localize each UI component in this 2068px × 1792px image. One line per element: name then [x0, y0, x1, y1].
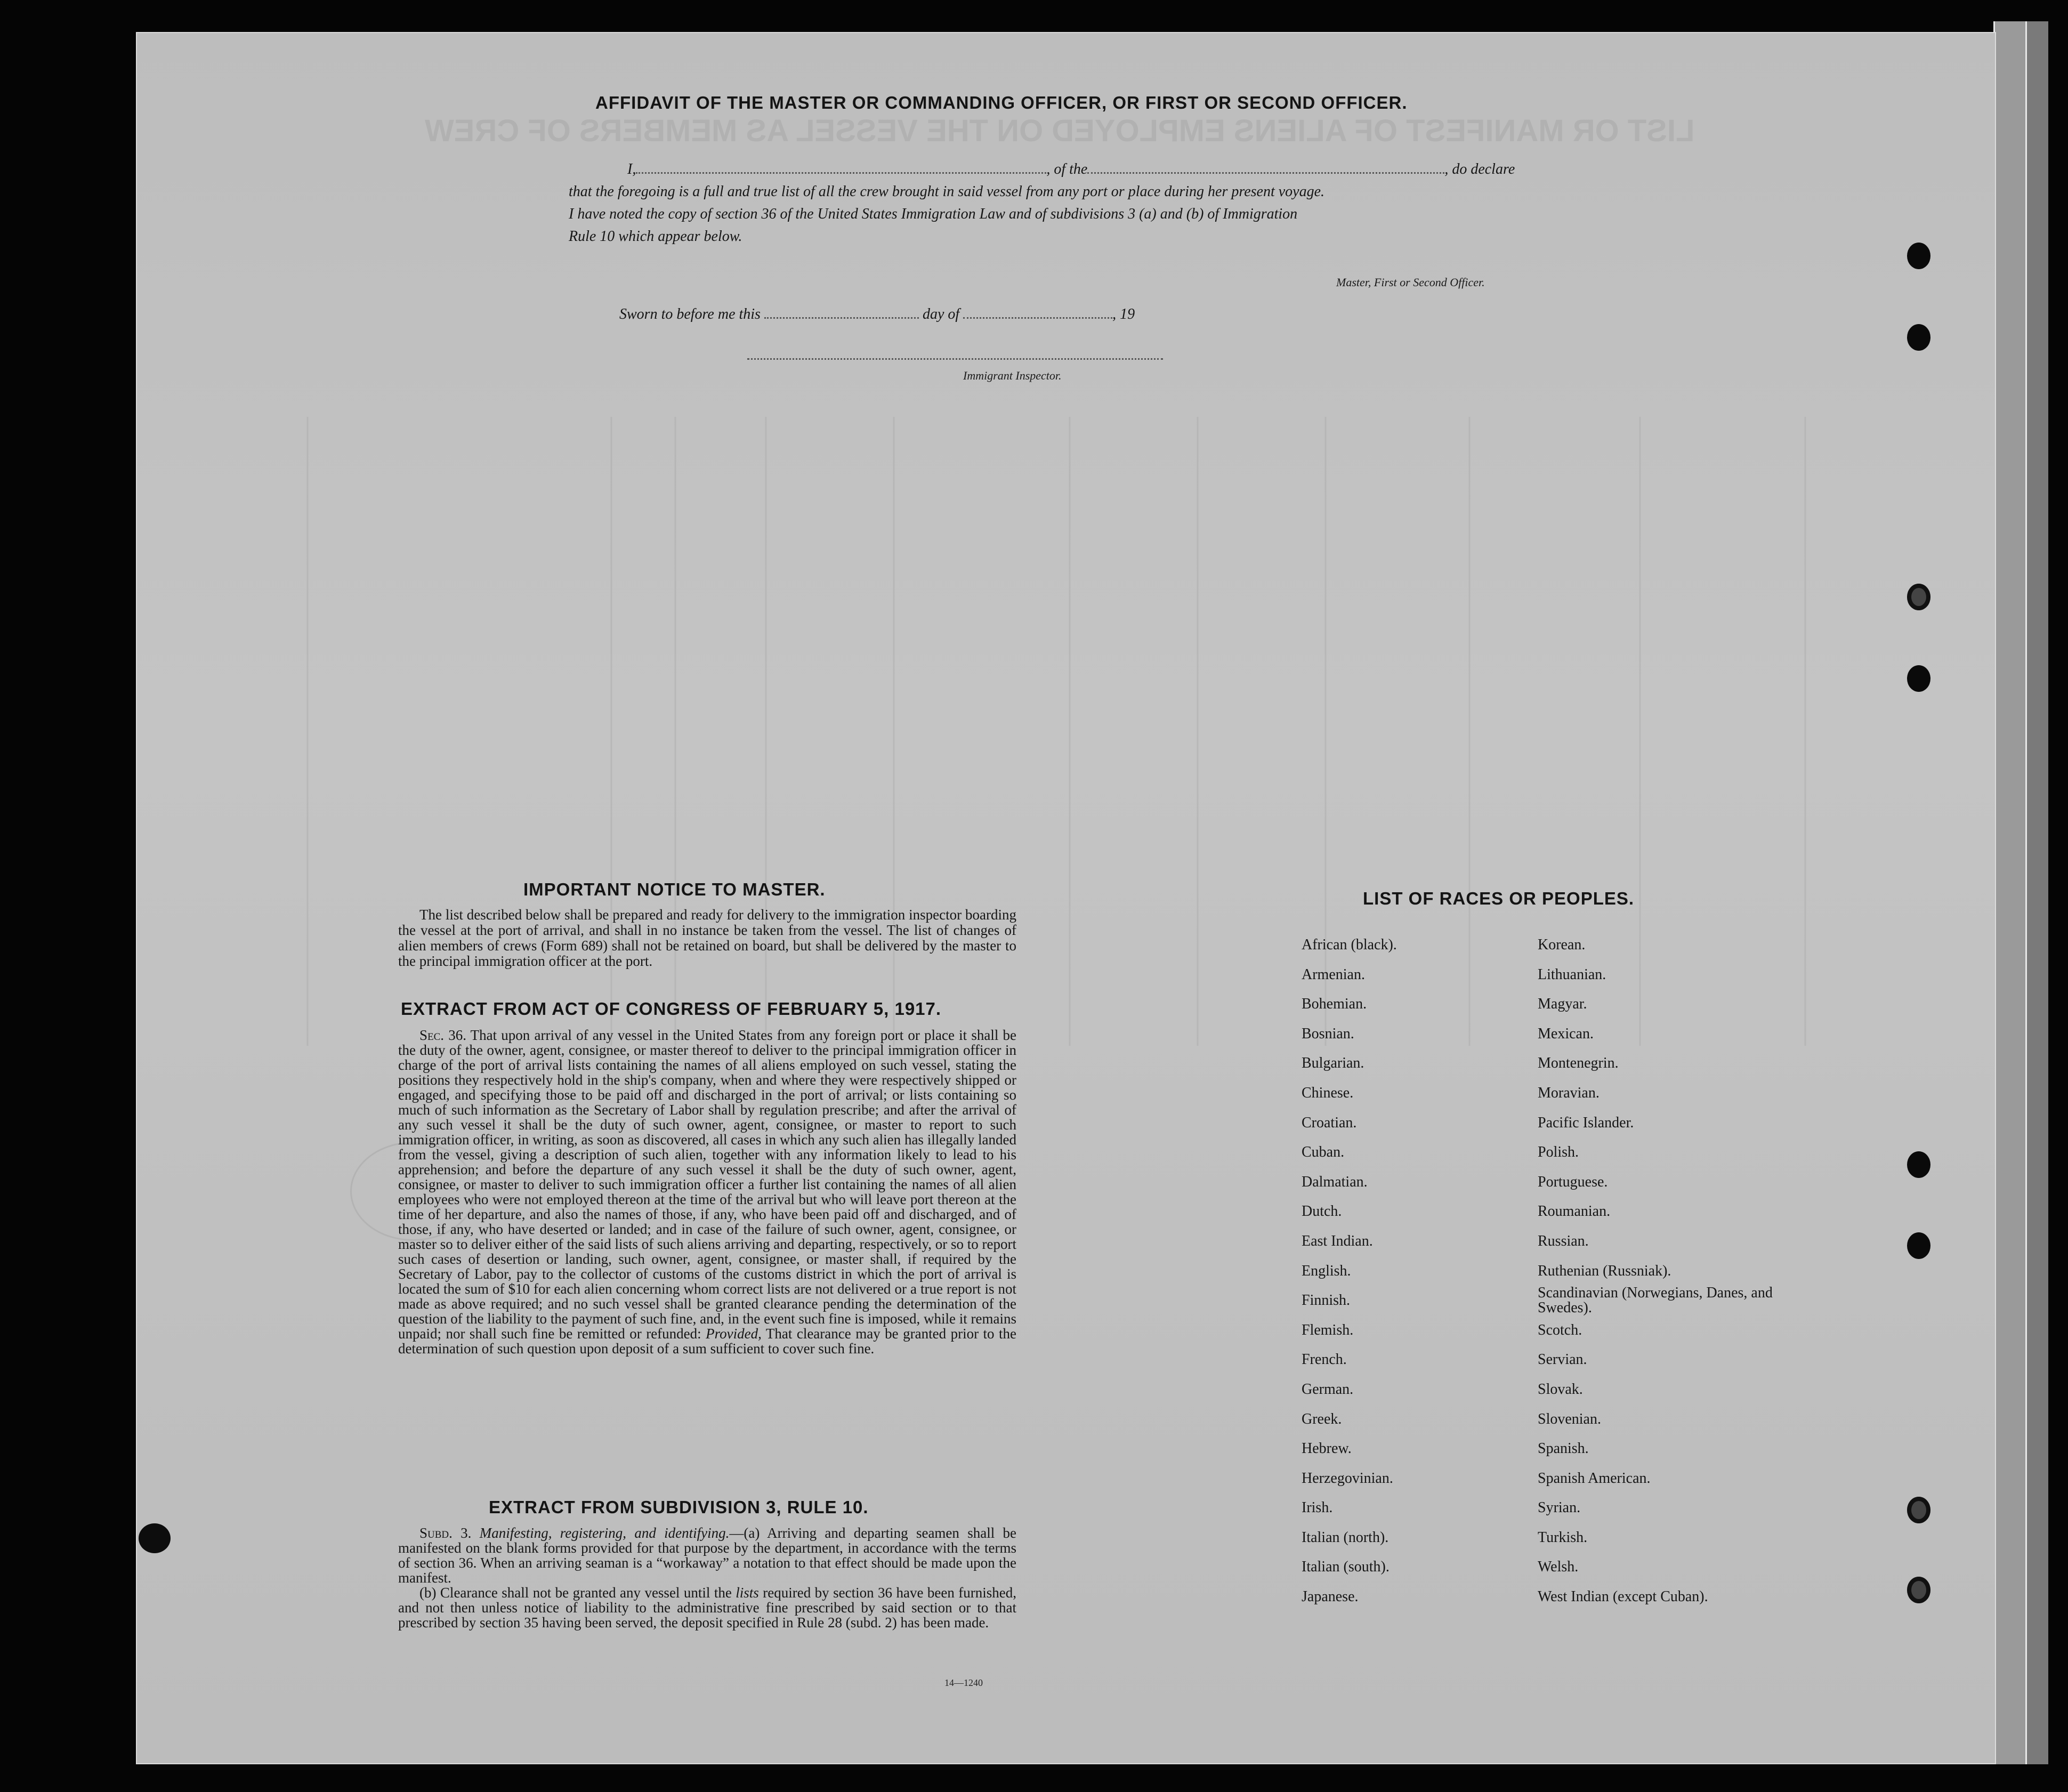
race-item: Japanese. [1302, 1588, 1359, 1605]
race-item: Syrian. [1538, 1499, 1581, 1516]
race-item: West Indian (except Cuban). [1538, 1588, 1708, 1605]
race-item: Scandinavian (Norwegians, Danes, and Swedes). [1538, 1285, 1773, 1316]
race-item: Flemish. [1302, 1321, 1354, 1338]
race-item: Ruthenian (Russniak). [1538, 1262, 1671, 1279]
race-item: Bohemian. [1302, 996, 1367, 1013]
race-item: Herzegovinian. [1302, 1470, 1393, 1487]
affidavit-body-line-2: I have noted the copy of section 36 of the United States Immigration Law and of subdivisions 3 (a) and (b) of Immigration [569, 206, 1298, 222]
race-item: Scotch. [1538, 1321, 1582, 1338]
races-title: LIST OF RACES OR PEOPLES. [1363, 889, 1635, 908]
extract-rule-title: EXTRACT FROM SUBDIVISION 3, RULE 10. [489, 1497, 869, 1517]
race-item: Welsh. [1538, 1559, 1579, 1576]
race-item: Mexican. [1538, 1025, 1594, 1042]
sworn-line: Sworn to before me this day of , 19 [619, 306, 1135, 322]
race-item: French. [1302, 1351, 1347, 1368]
race-item: Dutch. [1302, 1203, 1342, 1220]
form-number: 14—1240 [944, 1677, 983, 1688]
binder-hole [1907, 1151, 1930, 1178]
race-item: Spanish. [1538, 1440, 1589, 1457]
race-item: Italian (north). [1302, 1529, 1389, 1546]
race-item: English. [1302, 1262, 1351, 1279]
section-36-text: Sec. 36. That upon arrival of any vessel in the United States from any foreign port or place it shall be the duty of the owner, agent, consignee, or master thereof to deliver to the principal immigration officer in charge of the port of arrival lists containing the names of all aliens employed on such vessel, stating the positions they respectively hold in the ship's company, when and where they were respectively shipped or engaged, and specifying those to be paid off and discharged in the port of arrival; or lists containing so much of such information as the Secretary of Labor shall by regulation prescribe; and after the arrival of any such vessel it shall be the duty of such owner, agent, consignee, or master to report to such immigration officer, in writing, as soon as discovered, all cases in which any such alien has illegally landed from the vessel, giving a description of such alien, together with any information likely to lead to his apprehension; and before the departure of any such vessel it shall be the duty of such owner, agent, consignee, or master to deliver to such immigration officer a further list containing the names of all alien employees who were not employed thereon at the time of the arrival but who will leave port thereon at the time of her departure, and also the names of those, if any, who have been paid off and discharged, and of those, if any, who have deserted or landed; and in case of the failure of such owner, agent, consignee, or master so to deliver either of the said lists of such aliens arriving and departing, respectively, or so to report such cases of desertion or landing, such owner, agent, consignee, or master shall, if required by the Secretary of Labor, pay to the collector of customs of the customs district in which the port of arrival is located the sum of $10 for each alien concerning whom correct lists are not delivered or a true report is not made as above required; and no such vessel shall be granted clearance pending the determination of the question of the liability to the payment of such fine, and, in the event such fine is imposed, while it remains unpaid; nor shall such fine be remitted or refunded: Provided, That clearance may be granted prior to the determination of such question upon deposit of a sum sufficient to cover such fine. [398, 1027, 1017, 1357]
race-item: Bulgarian. [1302, 1055, 1364, 1072]
notice-text: The list described below shall be prepared and ready for delivery to the immigration inspector boarding the vessel at the port of arrival, and shall in no instance be taken from the vessel. The list of changes of alien members of crews (Form 689) shall not be retained on board, but shall be delivered by the master to the principal immigration officer at the port. [398, 907, 1016, 969]
race-item: Croatian. [1302, 1114, 1357, 1131]
races-left-column [1302, 930, 1525, 1612]
race-item: Polish. [1538, 1144, 1579, 1161]
affidavit-declaration [569, 158, 1741, 248]
race-item: East Indian. [1302, 1232, 1373, 1249]
underlying-page-edge [1993, 21, 2027, 1764]
binder-hole [1907, 1577, 1930, 1603]
race-item: Finnish. [1302, 1292, 1351, 1309]
affidavit-title: AFFIDAVIT OF THE MASTER OR COMMANDING OFFICER, OR FIRST OR SECOND OFFICER. [595, 93, 1408, 112]
race-item: Dalmatian. [1302, 1173, 1368, 1190]
binder-hole [1907, 665, 1930, 692]
binder-hole [139, 1523, 171, 1553]
subdivision-3-text [398, 1525, 1016, 1630]
inspector-label: Immigrant Inspector. [963, 369, 1062, 382]
race-item: Italian (south). [1302, 1559, 1390, 1576]
subdivision-3-para-b: (b) Clearance shall not be granted any vessel until the lists required by section 36 have been furnished, and not then unless notice of liability to the administrative fine prescribed by said section or to that prescribed by section 35 having been served, the deposit specified in Rule 28 (subd. 2) has been made. [398, 1585, 1017, 1630]
binder-hole [1907, 243, 1930, 269]
races-right-column [1538, 930, 1783, 1612]
race-item: Spanish American. [1538, 1470, 1651, 1487]
race-item: Cuban. [1302, 1144, 1345, 1161]
bleed-through-heading: LIST OR MANIFEST OF ALIENS EMPLOYED ON THE VESSEL AS MEMBERS OF CREW [425, 114, 1695, 148]
race-item: Pacific Islander. [1538, 1114, 1634, 1131]
race-item: Slovenian. [1538, 1410, 1601, 1427]
race-item: Slovak. [1538, 1381, 1583, 1398]
race-item: Lithuanian. [1538, 966, 1606, 983]
race-item: Turkish. [1538, 1529, 1588, 1546]
affidavit-declaration-line: I, , of the , do declare [627, 161, 1515, 177]
race-item: Montenegrin. [1538, 1055, 1619, 1072]
binder-hole [1907, 1232, 1930, 1259]
race-item: German. [1302, 1381, 1354, 1398]
race-item: Korean. [1538, 937, 1586, 953]
extract-act-title: EXTRACT FROM ACT OF CONGRESS OF FEBRUARY 5, 1917. [401, 999, 942, 1019]
race-item: Bosnian. [1302, 1025, 1354, 1042]
binder-hole [1907, 324, 1930, 351]
master-signature-label: Master, First or Second Officer. [1336, 276, 1485, 289]
race-item: Greek. [1302, 1410, 1342, 1427]
race-item: Moravian. [1538, 1084, 1600, 1101]
race-item: African (black). [1302, 937, 1397, 953]
document-page [136, 32, 1996, 1764]
race-item: Roumanian. [1538, 1203, 1611, 1220]
race-item: Magyar. [1538, 996, 1587, 1013]
inspector-signature-line [747, 358, 1163, 360]
race-item: Armenian. [1302, 966, 1365, 983]
subdivision-3-para-a: Subd. 3. Manifesting, registering, and identifying.—(a) Arriving and departing seamen shall be manifested on the blank forms provided for that purpose by the department, in accordance with the terms of section 36. When an arriving seaman is a “workaway” a notation to that effect should be made upon the manifest. [398, 1525, 1016, 1586]
race-item: Russian. [1538, 1232, 1589, 1249]
binder-hole [1907, 1497, 1930, 1523]
affidavit-body-line-1: that the foregoing is a full and true list of all the crew brought in said vessel from any port or place during her present voyage. [569, 183, 1325, 200]
race-item: Portuguese. [1538, 1173, 1608, 1190]
affidavit-body-line-3: Rule 10 which appear below. [569, 228, 742, 245]
race-item: Chinese. [1302, 1084, 1354, 1101]
notice-title: IMPORTANT NOTICE TO MASTER. [523, 879, 826, 899]
race-item: Servian. [1538, 1351, 1587, 1368]
race-item: Irish. [1302, 1499, 1333, 1516]
underlying-page-edge [2025, 21, 2048, 1764]
binder-hole [1907, 584, 1930, 610]
race-item: Hebrew. [1302, 1440, 1352, 1457]
